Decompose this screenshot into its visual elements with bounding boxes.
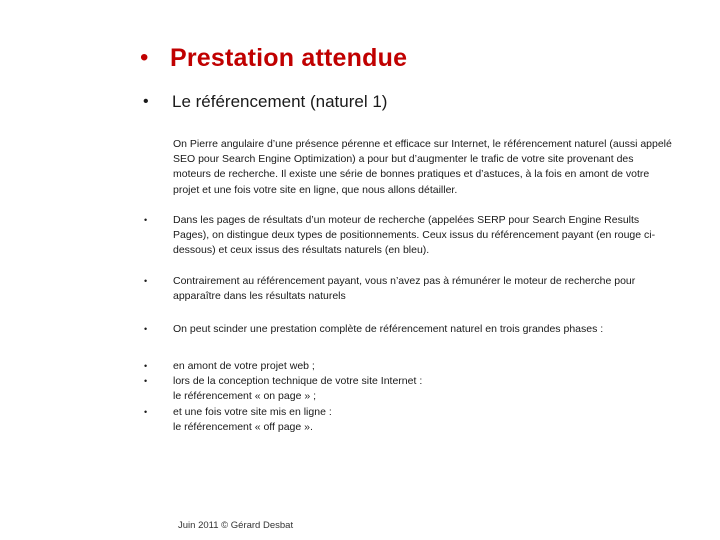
bullet-marker: • <box>144 361 148 371</box>
slide-subtitle: Le référencement (naturel 1) <box>172 92 388 111</box>
phase-line: lors de la conception technique de votre site Internet : <box>173 375 423 387</box>
subtitle-bullet: • <box>143 93 149 110</box>
slide-title: Prestation attendue <box>170 43 408 72</box>
phase-line: le référencement « off page ». <box>173 421 313 434</box>
footer-credit: Juin 2011 © Gérard Desbat <box>178 520 294 531</box>
intro-paragraph: On Pierre angulaire d’une présence pérenne et efficace sur Internet, le référencement naturel (aussi appelé SEO pour Search Engine Optimization) a pour but d’augmenter le trafic de votre site provenant des moteurs de recherche. Il existe une série de bonnes pratiques et d’astuces, à la fois en amont de votre projet et une fois votre site en ligne, que nous allons détailler. <box>173 138 672 196</box>
phase-line: le référencement « on page » ; <box>173 390 317 403</box>
title-row <box>140 38 407 78</box>
bullet-marker: • <box>144 376 148 386</box>
bullet-marker: • <box>144 276 148 286</box>
bullet-serp: Dans les pages de résultats d’un moteur de recherche (appelées SERP pour Search Engine Results Pages), on distingue deux types de positionnements. Ceux issus du référencement payant (en rouge ci-dessous) et ceux issus des résultats naturels (en bleu). <box>173 214 656 257</box>
phase-item-off-page <box>173 405 673 435</box>
phase-item-on-page <box>173 374 673 404</box>
subtitle-row <box>143 92 387 112</box>
phase-line: et une fois votre site mis en ligne : <box>173 406 332 418</box>
bullet-marker: • <box>144 407 148 417</box>
bullet-marker: • <box>144 215 148 225</box>
bullet-three-phases: On peut scinder une prestation complète de référencement naturel en trois grandes phases : <box>173 323 604 335</box>
bullet-paid-vs-natural: Contrairement au référencement payant, vous n’avez pas à rémunérer le moteur de recherche pour apparaître dans les résultats naturels <box>173 275 636 303</box>
phase-item-upstream <box>173 359 673 374</box>
bullet-marker: • <box>144 324 148 334</box>
title-bullet: • <box>140 44 149 71</box>
phase-line: en amont de votre projet web ; <box>173 360 315 372</box>
